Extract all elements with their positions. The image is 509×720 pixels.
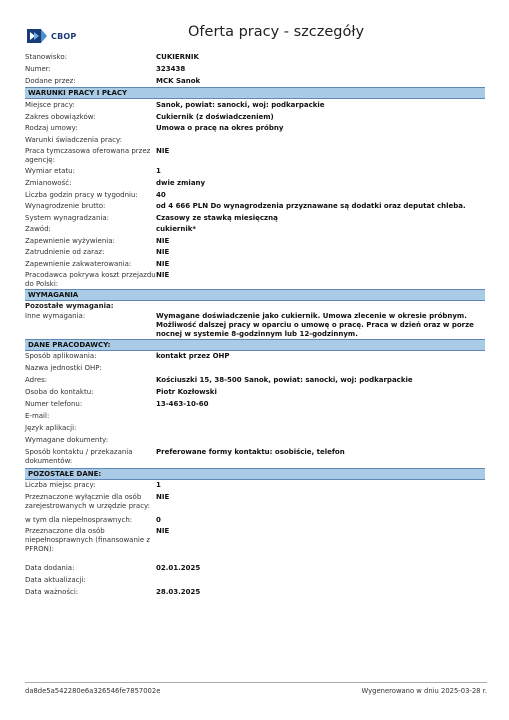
field-value	[156, 576, 485, 587]
field-row	[25, 399, 485, 411]
field-value: 28.03.2025	[156, 588, 201, 596]
field-label: Wymagane dokumenty:	[25, 436, 109, 444]
field-row	[25, 363, 485, 375]
field-label: Adres:	[25, 376, 48, 384]
field-label: Numer telefonu:	[25, 400, 83, 408]
field-row	[25, 75, 485, 87]
field-label: w tym dla niepełnosprawnych:	[25, 515, 133, 524]
field-row	[25, 387, 485, 399]
field-row	[25, 514, 485, 526]
field-row	[25, 351, 485, 363]
field-value	[156, 436, 485, 447]
field-row	[25, 563, 485, 575]
section-pozostale	[25, 480, 485, 599]
field-value: NIE	[156, 248, 170, 256]
field-label: Liczba miejsc pracy:	[25, 481, 96, 489]
field-label: Przeznaczone wyłącznie dla osób zarejestrowanych w urzędzie pracy:	[25, 492, 151, 510]
field-label: Wymiar etatu:	[25, 167, 75, 175]
field-value	[156, 136, 485, 146]
field-value: NIE	[156, 147, 170, 155]
section-pracodawca	[25, 351, 485, 468]
field-row	[25, 423, 485, 435]
field-label: Język aplikacji:	[25, 424, 77, 432]
field-label: Stanowisko:	[25, 52, 67, 61]
logo-text: CBOP	[51, 31, 77, 41]
field-row	[25, 311, 485, 339]
field-row	[25, 411, 485, 423]
field-value: cukiernik*	[156, 225, 197, 233]
field-value: od 4 666 PLN Do wynagrodzenia przyznawane są dodatki oraz deputat chleba.	[156, 202, 466, 210]
field-label: Pracodawca pokrywa koszt przejazdu do Polski:	[25, 271, 156, 288]
field-row	[25, 575, 485, 587]
field-label: Data dodania:	[25, 564, 75, 572]
field-row	[25, 435, 485, 447]
section-wymagania-header: WYMAGANIA	[25, 289, 485, 301]
field-value: dwie zmiany	[156, 179, 206, 187]
field-row	[25, 212, 485, 224]
field-label: Przeznaczone dla osób niepełnosprawnych (finansowanie z PFRON):	[25, 527, 151, 553]
field-label: Zapewnienie wyżywienia:	[25, 236, 115, 245]
field-value: CUKIERNIK	[156, 52, 199, 61]
cbop-logo-icon	[27, 29, 47, 43]
field-label: Numer:	[25, 64, 51, 73]
field-label: System wynagradzania:	[25, 213, 109, 222]
field-value: 13-463-10-60	[156, 400, 209, 408]
field-row	[25, 375, 485, 387]
offer-details	[25, 51, 485, 599]
field-label: Rodzaj umowy:	[25, 124, 78, 132]
page-footer	[25, 682, 487, 695]
field-value: Kościuszki 15, 38-500 Sanok, powiat: sanocki, woj: podkarpackie	[156, 376, 413, 384]
field-label: Praca tymczasowa oferowana przez agencję:	[25, 147, 151, 164]
field-label: Zawód:	[25, 225, 51, 233]
field-row	[25, 146, 485, 166]
field-row	[25, 235, 485, 247]
field-value: 323438	[156, 64, 186, 73]
field-value: Wymagane doświadczenie jako cukiernik. Umowa zlecenie w okresie próbnym. Możliwość dalszej pracy w oparciu o umowę o pracę. Praca w dzień oraz w porze nocnej w systemie 8-godzinnym lub 12-godzinnym.	[156, 312, 474, 338]
page-title: Oferta pracy - szczegóły	[188, 24, 365, 40]
basic-info	[25, 51, 485, 87]
field-label: Zapewnienie zakwaterowania:	[25, 259, 132, 268]
field-label: Warunki świadczenia pracy:	[25, 135, 122, 144]
cbop-logo	[27, 29, 76, 43]
field-value: Sanok, powiat: sanocki, woj: podkarpackie	[156, 100, 325, 109]
field-label: Zatrudnienie od zaraz:	[25, 248, 105, 256]
field-label: Miejsce pracy:	[25, 100, 75, 109]
field-row	[25, 447, 485, 468]
section-warunki-header: WARUNKI PRACY I PŁACY	[25, 87, 485, 99]
section-pozostale-header: POZOSTAŁE DANE:	[25, 468, 485, 480]
field-value	[156, 364, 485, 375]
field-row	[25, 63, 485, 75]
field-value: Cukiernik (z doświadczeniem)	[156, 112, 274, 121]
field-row	[25, 166, 485, 178]
section-wymagania	[25, 311, 485, 339]
field-row	[25, 99, 485, 111]
field-label: Zakres obowiązków:	[25, 112, 96, 121]
field-label: Inne wymagania:	[25, 312, 86, 320]
generated-date: Wygenerowano w dniu 2025-03-28 r.	[361, 687, 487, 695]
page-header	[0, 0, 509, 52]
field-row	[25, 201, 485, 213]
field-row	[25, 247, 485, 259]
field-row	[25, 526, 485, 563]
document-hash: da8de5a542280e6a326546fe7857002e	[25, 687, 161, 695]
field-row	[25, 224, 485, 236]
field-row	[25, 178, 485, 190]
field-value: NIE	[156, 492, 170, 501]
field-row	[25, 111, 485, 123]
field-label: Osoba do kontaktu:	[25, 388, 94, 396]
field-label: Data ważności:	[25, 588, 79, 596]
field-label: Wynagrodzenie brutto:	[25, 202, 106, 210]
field-value: 02.01.2025	[156, 564, 201, 572]
field-label: Data aktualizacji:	[25, 576, 86, 584]
field-label: Nazwa jednostki OHP:	[25, 364, 102, 372]
section-warunki	[25, 99, 485, 289]
field-value: 1	[156, 481, 161, 489]
field-value: NIE	[156, 259, 170, 268]
field-row	[25, 51, 485, 63]
field-value: NIE	[156, 271, 170, 279]
field-row	[25, 134, 485, 146]
field-label: E-mail:	[25, 412, 50, 420]
field-value	[156, 412, 485, 423]
field-value: Umowa o pracę na okres próbny	[156, 124, 284, 132]
field-label: Dodane przez:	[25, 76, 76, 85]
field-row	[25, 587, 485, 599]
field-row	[25, 258, 485, 270]
field-label: Liczba godzin pracy w tygodniu:	[25, 190, 138, 199]
field-value: 0	[156, 515, 161, 524]
field-value: 40	[156, 190, 166, 199]
field-row	[25, 480, 485, 492]
field-value: 1	[156, 167, 161, 175]
field-value: Preferowane formy kontaktu: osobiście, telefon	[156, 448, 345, 456]
field-row	[25, 270, 485, 289]
field-label: Zmianowość:	[25, 179, 72, 187]
field-row	[25, 491, 485, 514]
field-value: MCK Sanok	[156, 76, 201, 85]
field-row	[25, 123, 485, 135]
wymagania-subhead: Pozostałe wymagania:	[25, 301, 114, 310]
section-pracodawca-header: DANE PRACODAWCY:	[25, 339, 485, 351]
field-value: kontakt przez OHP	[156, 352, 230, 360]
field-label: Sposób aplikowania:	[25, 352, 97, 360]
field-value: NIE	[156, 527, 170, 535]
field-label: Sposób kontaktu / przekazania dokumentów:	[25, 448, 133, 465]
field-value: Piotr Kozłowski	[156, 388, 217, 396]
field-row	[25, 189, 485, 201]
field-value: NIE	[156, 236, 170, 245]
field-value	[156, 424, 485, 435]
field-value: Czasowy ze stawką miesięczną	[156, 213, 278, 222]
